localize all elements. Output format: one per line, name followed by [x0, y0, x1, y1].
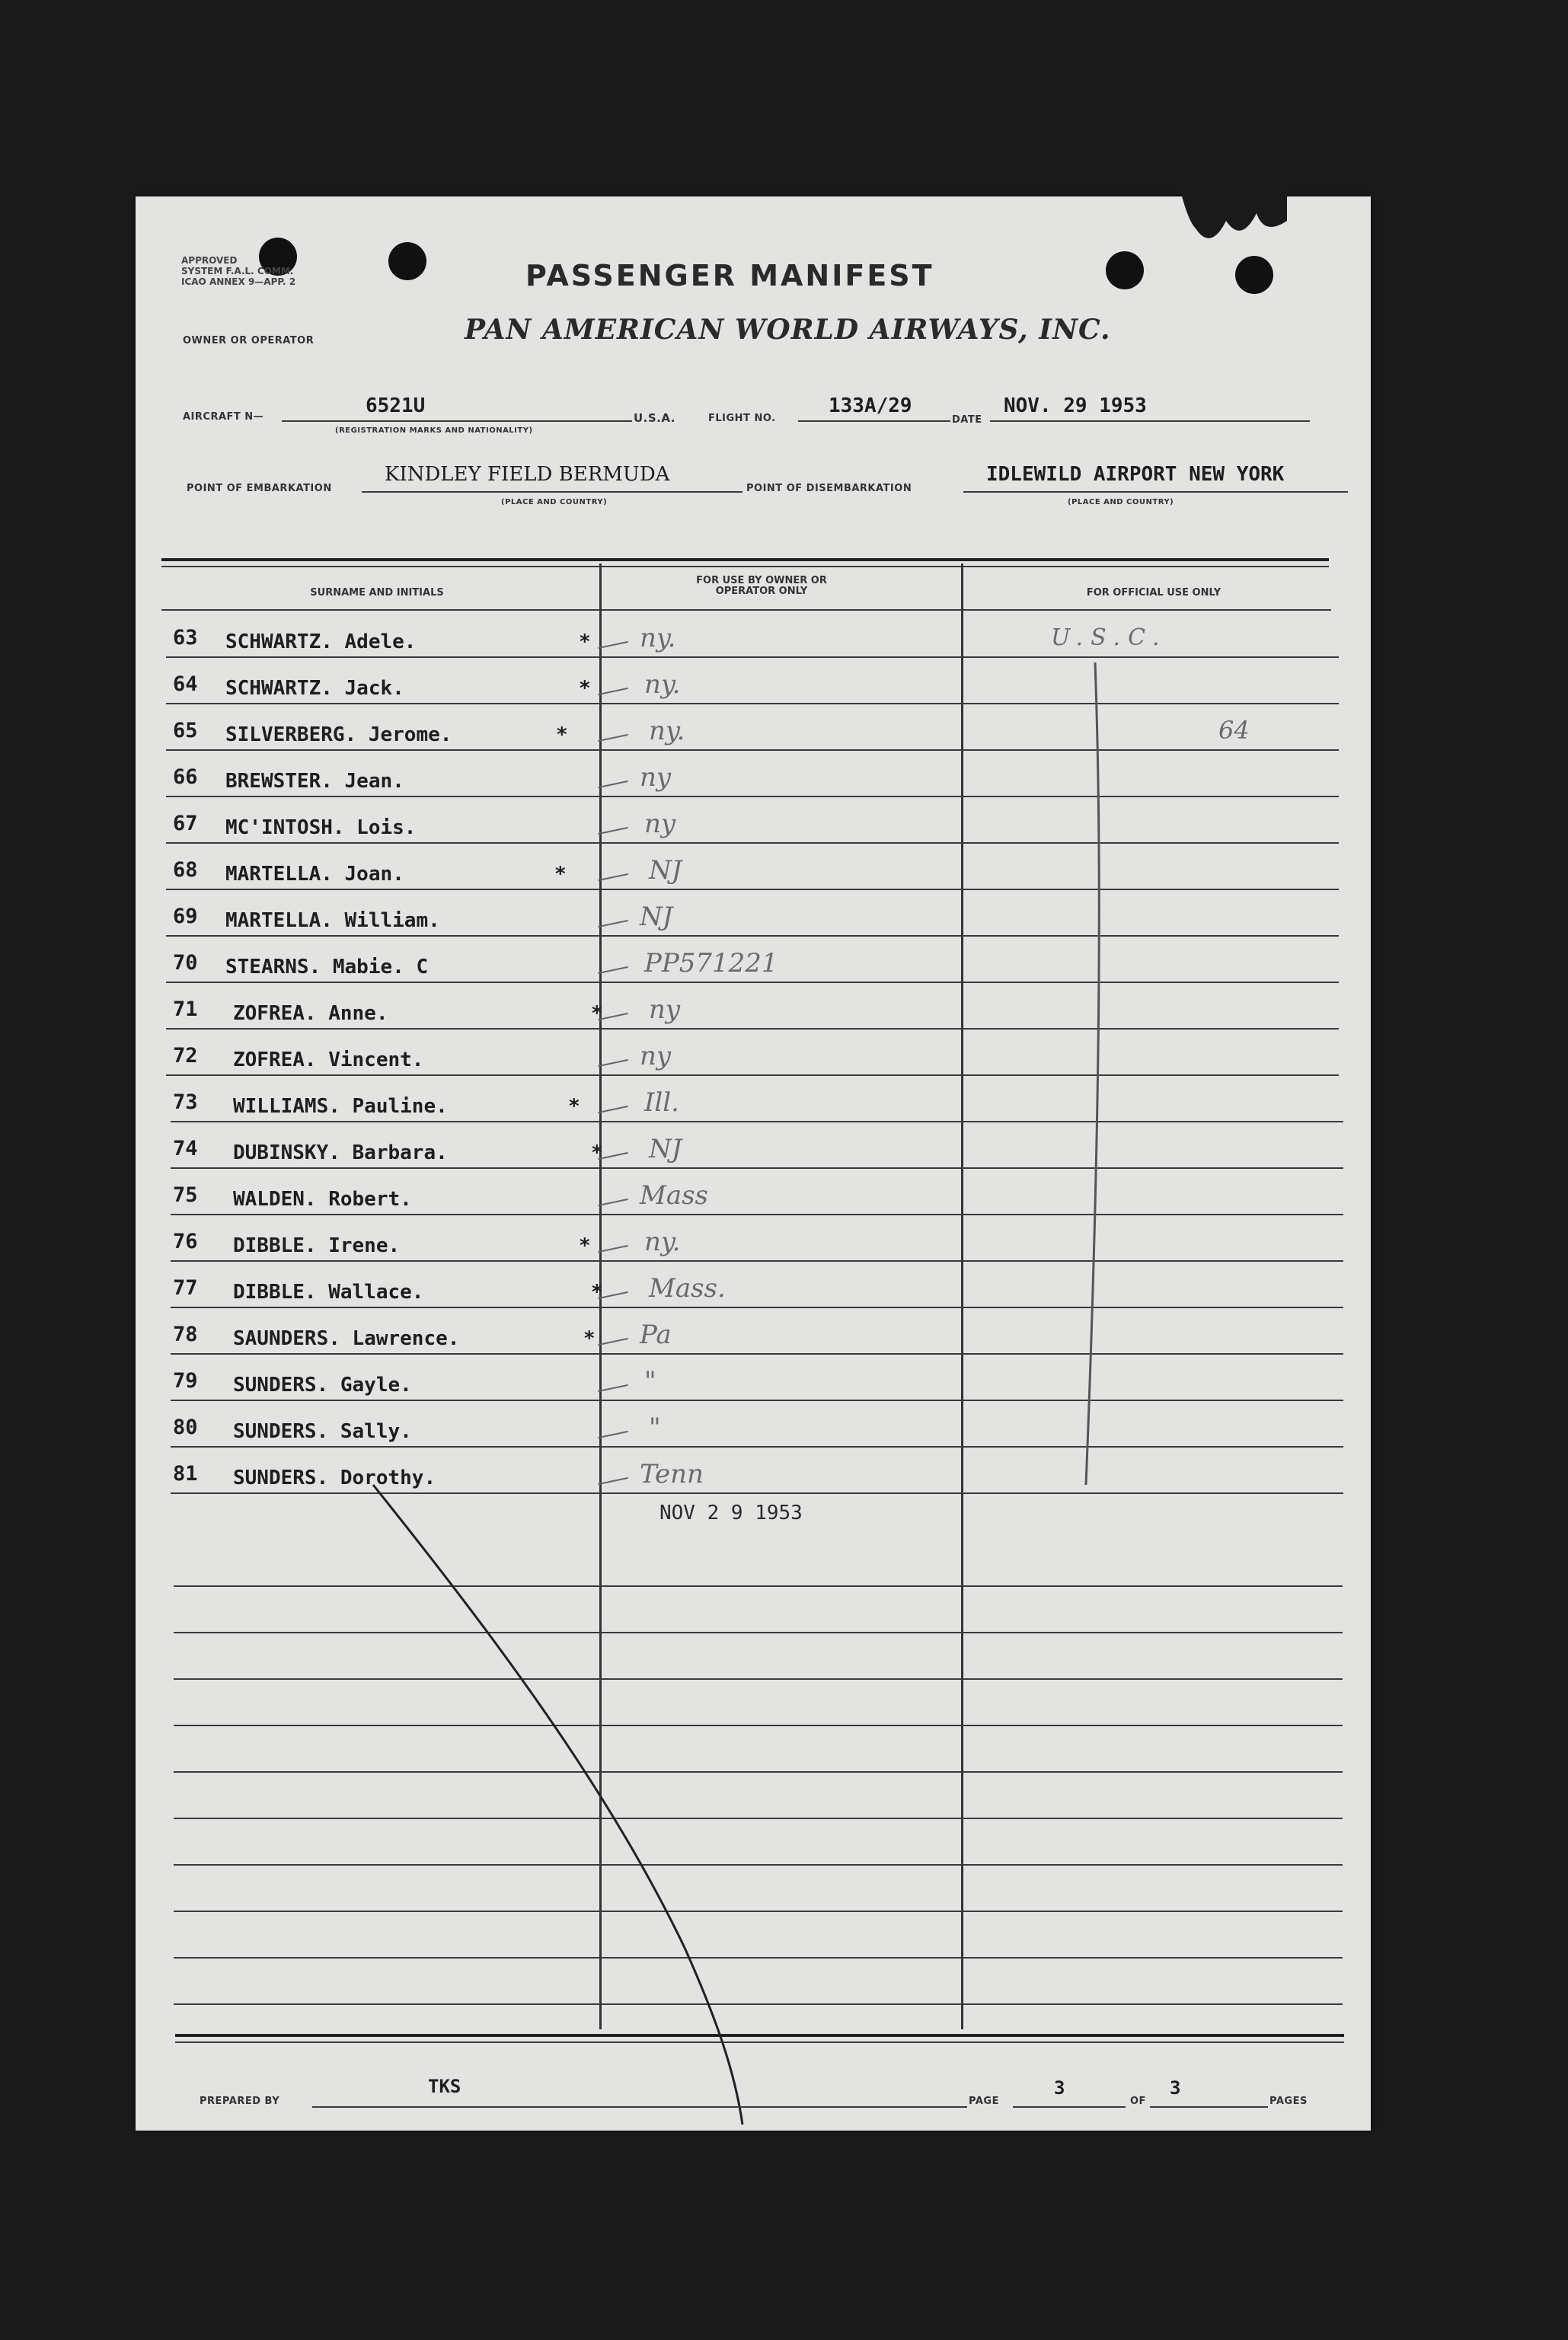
passenger-name: SCHWARTZ. Jack. — [225, 677, 404, 700]
passenger-name: BREWSTER. Jean. — [225, 770, 404, 793]
passenger-star-mark: * — [591, 1281, 603, 1304]
passenger-star-mark: * — [579, 630, 591, 653]
row-rule — [166, 935, 1339, 937]
page-label: PAGE — [969, 2096, 999, 2107]
prepared-by-underline — [312, 2106, 967, 2108]
owner-label: OWNER OR OPERATOR — [183, 335, 315, 346]
passenger-name: MARTELLA. Joan. — [225, 863, 404, 886]
handwritten-state-mark: ny. — [644, 1227, 681, 1257]
column-header-official-use: FOR OFFICIAL USE ONLY — [1086, 587, 1222, 599]
handwritten-state-mark: " — [644, 1366, 656, 1397]
table-top-rule — [161, 558, 1329, 561]
row-number: 68 — [173, 858, 198, 882]
row-rule — [166, 749, 1339, 751]
flight-number: 133A/29 — [829, 394, 912, 417]
row-number: 65 — [173, 719, 198, 742]
row-number: 78 — [173, 1323, 198, 1346]
row-rule — [171, 1214, 1343, 1215]
handwritten-state-mark: ny. — [644, 669, 681, 700]
table-bottom-rule — [175, 2034, 1344, 2037]
row-number: 67 — [173, 812, 198, 835]
passenger-star-mark: * — [554, 863, 567, 886]
empty-row-rule — [174, 1957, 1343, 1959]
disembarkation-caption: (PLACE AND COUNTRY) — [1068, 498, 1174, 506]
handwritten-state-mark: Pa — [640, 1320, 672, 1350]
passenger-star-mark: * — [579, 677, 591, 700]
date-value: NOV. 29 1953 — [1004, 394, 1147, 417]
official-stamp: U.S.C. — [1051, 624, 1167, 651]
empty-row-rule — [174, 1864, 1343, 1866]
row-number: 69 — [173, 905, 198, 928]
airline-name: PAN AMERICAN WORLD AIRWAYS, INC. — [465, 314, 1111, 346]
empty-row-rule — [174, 2003, 1343, 2005]
date-label: DATE — [952, 414, 982, 426]
passenger-star-mark: * — [556, 723, 568, 746]
flight-underline — [798, 420, 950, 422]
handwritten-state-mark: ny — [649, 994, 681, 1025]
official-count: 64 — [1218, 716, 1250, 745]
empty-row-rule — [174, 1725, 1343, 1726]
usa-label: U.S.A. — [634, 411, 675, 425]
passenger-name: MC'INTOSH. Lois. — [225, 816, 417, 839]
date-underline — [990, 420, 1310, 422]
empty-row-rule — [174, 1911, 1343, 1912]
row-rule — [171, 1167, 1343, 1169]
passenger-name: MARTELLA. William. — [225, 909, 440, 932]
aircraft-label: AIRCRAFT N— — [183, 411, 264, 423]
passenger-name: SAUNDERS. Lawrence. — [233, 1327, 460, 1350]
empty-row-rule — [174, 1678, 1343, 1680]
approval-line-1: APPROVED — [181, 255, 238, 266]
pages-label: PAGES — [1269, 2096, 1308, 2107]
column-header-owner-use: FOR USE BY OWNER OR OPERATOR ONLY — [696, 575, 827, 597]
of-underline — [1150, 2106, 1268, 2108]
row-rule — [166, 889, 1339, 890]
row-rule — [171, 1121, 1343, 1122]
table-top-rule-2 — [161, 566, 1329, 567]
handwritten-state-mark: " — [649, 1413, 661, 1443]
empty-row-rule — [174, 1632, 1343, 1633]
handwritten-state-mark: ny. — [649, 716, 685, 746]
handwritten-state-mark: ny. — [640, 623, 676, 653]
row-number: 79 — [173, 1369, 198, 1393]
embarkation-caption: (PLACE AND COUNTRY) — [501, 498, 608, 506]
passenger-name: SUNDERS. Dorothy. — [233, 1467, 436, 1489]
passenger-name: SCHWARTZ. Adele. — [225, 630, 417, 653]
row-rule — [166, 842, 1339, 844]
row-number: 63 — [173, 626, 198, 650]
passenger-star-mark: * — [591, 1141, 603, 1164]
punch-hole-center — [388, 242, 426, 280]
passenger-name: DIBBLE. Irene. — [233, 1234, 401, 1257]
punch-hole-right — [1106, 251, 1144, 289]
row-number: 70 — [173, 951, 198, 975]
row-rule — [171, 1400, 1343, 1401]
row-rule — [171, 1353, 1343, 1355]
date-stamp: NOV 2 9 1953 — [659, 1502, 803, 1524]
approval-line-2: SYSTEM F.A.L. COMM. — [181, 266, 294, 276]
passenger-name: DUBINSKY. Barbara. — [233, 1141, 448, 1164]
handwritten-state-mark: NJ — [640, 902, 673, 932]
passenger-name: SUNDERS. Gayle. — [233, 1374, 412, 1397]
row-number: 77 — [173, 1276, 198, 1300]
of-value: 3 — [1170, 2077, 1181, 2099]
passenger-name: STEARNS. Mabie. C — [225, 956, 429, 978]
table-header-bottom-rule — [161, 609, 1331, 611]
document-title: PASSENGER MANIFEST — [525, 259, 934, 292]
row-rule — [166, 796, 1339, 797]
row-rule — [171, 1492, 1343, 1494]
handwritten-state-mark: ny — [640, 1041, 672, 1071]
passenger-name: DIBBLE. Wallace. — [233, 1281, 424, 1304]
handwritten-state-mark: Mass — [640, 1180, 708, 1211]
row-rule — [166, 1028, 1339, 1030]
row-rule — [166, 703, 1339, 704]
passenger-name: WILLIAMS. Pauline. — [233, 1095, 448, 1118]
torn-corner-mark — [1173, 190, 1287, 282]
row-rule — [171, 1307, 1343, 1308]
embarkation-value: KINDLEY FIELD BERMUDA — [385, 463, 670, 486]
row-number: 76 — [173, 1230, 198, 1253]
passenger-name: ZOFREA. Vincent. — [233, 1049, 424, 1071]
table-bottom-rule-2 — [175, 2042, 1344, 2043]
passenger-star-mark: * — [583, 1327, 596, 1350]
passenger-star-mark: * — [591, 1002, 603, 1025]
row-number: 66 — [173, 765, 198, 789]
row-number: 75 — [173, 1183, 198, 1207]
disembarkation-underline — [963, 491, 1348, 493]
row-rule — [166, 1074, 1339, 1076]
row-rule — [166, 982, 1339, 983]
page-value: 3 — [1054, 2077, 1065, 2099]
passenger-name: ZOFREA. Anne. — [233, 1002, 388, 1025]
handwritten-state-mark: ny — [644, 809, 676, 839]
embarkation-label: POINT OF EMBARKATION — [187, 483, 332, 494]
row-rule — [166, 656, 1339, 658]
prepared-by-value: TKS — [428, 2076, 461, 2097]
handwritten-state-mark: Ill. — [644, 1087, 679, 1118]
aircraft-value: 6521U — [366, 394, 426, 417]
passenger-star-mark: * — [579, 1234, 591, 1257]
approval-block — [181, 255, 303, 287]
prepared-by-label: PREPARED BY — [200, 2096, 280, 2107]
registration-caption: (REGISTRATION MARKS AND NATIONALITY) — [335, 426, 533, 435]
handwritten-state-mark: Tenn — [640, 1459, 704, 1489]
passenger-name: SUNDERS. Sally. — [233, 1420, 412, 1443]
handwritten-state-mark: NJ — [649, 855, 682, 886]
row-rule — [171, 1260, 1343, 1262]
handwritten-state-mark: PP571221 — [644, 948, 778, 978]
row-number: 74 — [173, 1137, 198, 1160]
empty-row-rule — [174, 1818, 1343, 1819]
empty-row-rule — [174, 1585, 1343, 1587]
row-number: 71 — [173, 998, 198, 1021]
row-number: 80 — [173, 1416, 198, 1439]
empty-row-rule — [174, 1771, 1343, 1773]
handwritten-state-mark: NJ — [649, 1134, 682, 1164]
aircraft-underline — [282, 420, 632, 422]
column-divider-2 — [961, 563, 963, 2029]
passenger-star-mark: * — [568, 1095, 580, 1118]
row-number: 72 — [173, 1044, 198, 1068]
handwritten-state-mark: ny — [640, 762, 672, 793]
page-underline — [1013, 2106, 1126, 2108]
row-number: 64 — [173, 672, 198, 696]
flight-label: FLIGHT NO. — [708, 413, 776, 424]
handwritten-state-mark: Mass. — [649, 1273, 726, 1304]
of-label: OF — [1130, 2096, 1146, 2107]
disembarkation-label: POINT OF DISEMBARKATION — [746, 483, 912, 494]
row-number: 73 — [173, 1090, 198, 1114]
disembarkation-value: IDLEWILD AIRPORT NEW YORK — [986, 463, 1285, 486]
row-number: 81 — [173, 1462, 198, 1486]
passenger-name: WALDEN. Robert. — [233, 1188, 412, 1211]
row-rule — [171, 1446, 1343, 1448]
embarkation-underline — [362, 491, 742, 493]
column-header-surname: SURNAME AND INITIALS — [310, 587, 444, 599]
passenger-name: SILVERBERG. Jerome. — [225, 723, 452, 746]
approval-line-3: ICAO ANNEX 9—APP. 2 — [181, 276, 296, 287]
